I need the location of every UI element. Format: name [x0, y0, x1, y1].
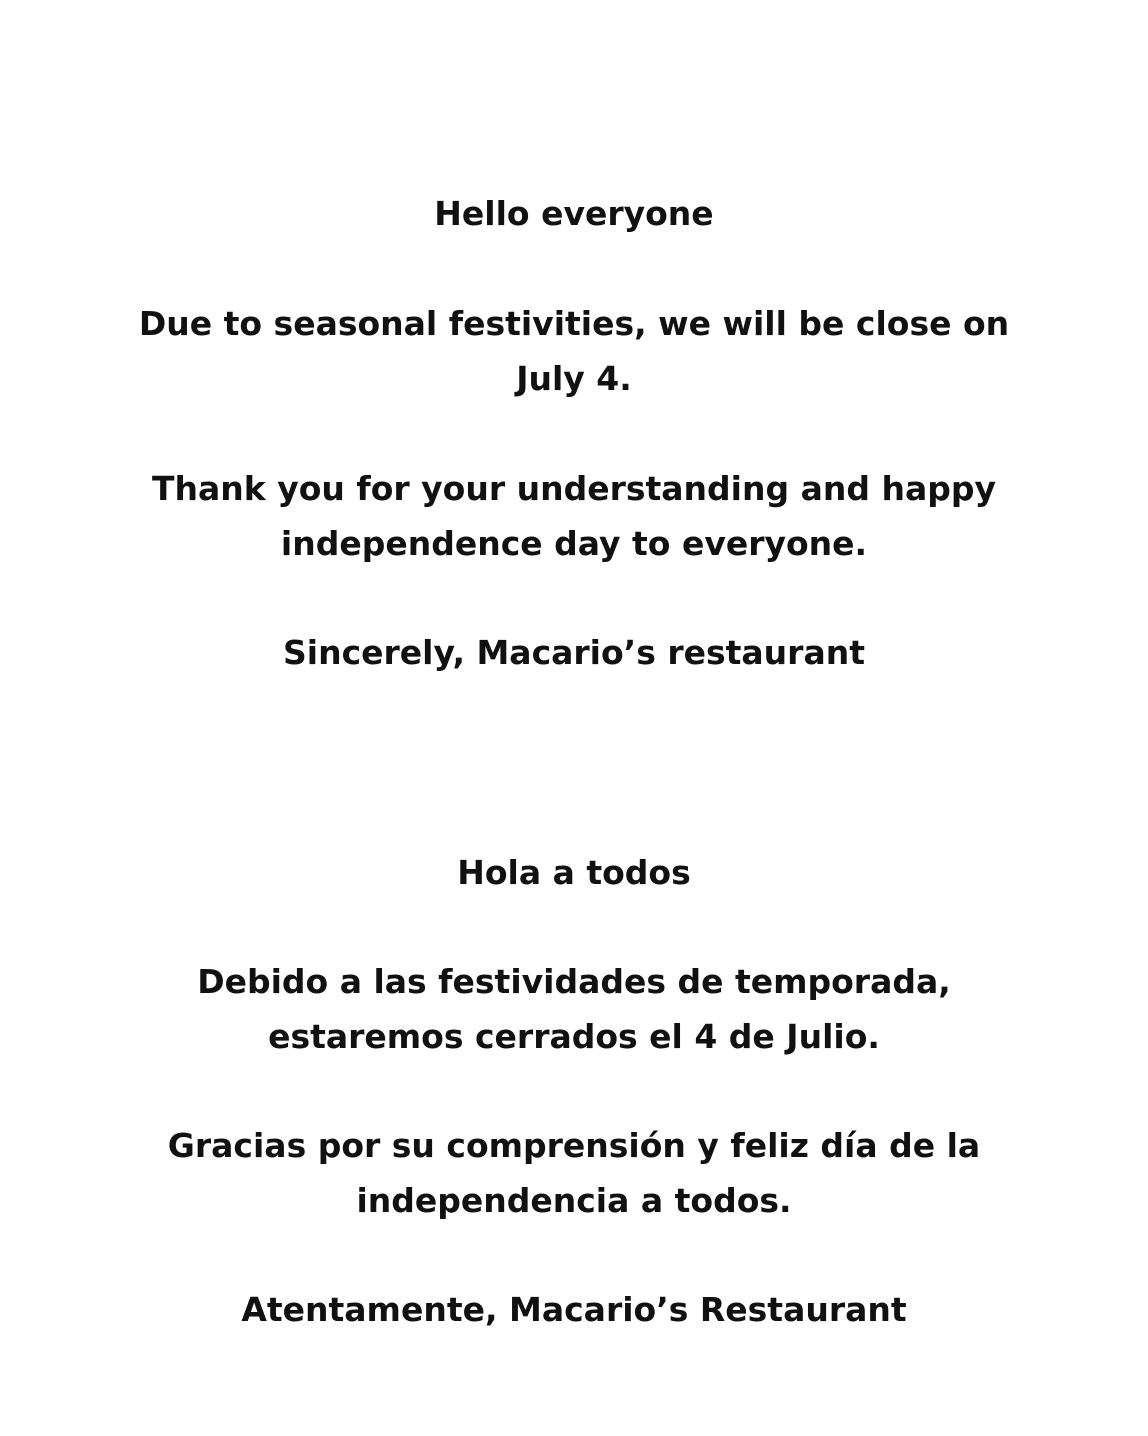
spanish-closure-line-1: Debido a las festividades de temporada,: [197, 962, 951, 1001]
english-thanks-line-1: Thank you for your understanding and happy: [152, 469, 996, 508]
spanish-thanks-message: [124, 1118, 1024, 1228]
english-greeting: [0, 186, 1148, 241]
spanish-greeting-text: Hola a todos: [457, 853, 691, 892]
spanish-thanks-line-1: Gracias por su comprensión y feliz día de la: [167, 1126, 981, 1165]
english-thanks-message: [124, 461, 1024, 571]
english-closure-line-2: July 4.: [516, 359, 632, 398]
spanish-closure-message: [124, 954, 1024, 1064]
spanish-closure-line-2: estaremos cerrados el 4 de Julio.: [268, 1017, 880, 1056]
spanish-thanks-line-2: independencia a todos.: [356, 1181, 792, 1220]
english-thanks-line-2: independence day to everyone.: [280, 524, 868, 563]
english-signature: [0, 625, 1148, 680]
english-greeting-text: Hello everyone: [434, 194, 714, 233]
english-closure-line-1: Due to seasonal festivities, we will be close on: [138, 304, 1010, 343]
spanish-signature-text: Atentamente, Macario’s Restaurant: [241, 1290, 907, 1329]
english-signature-text: Sincerely, Macario’s restaurant: [283, 633, 865, 672]
english-closure-message: [124, 296, 1024, 406]
spanish-signature: [0, 1282, 1148, 1337]
spanish-greeting: [0, 845, 1148, 900]
